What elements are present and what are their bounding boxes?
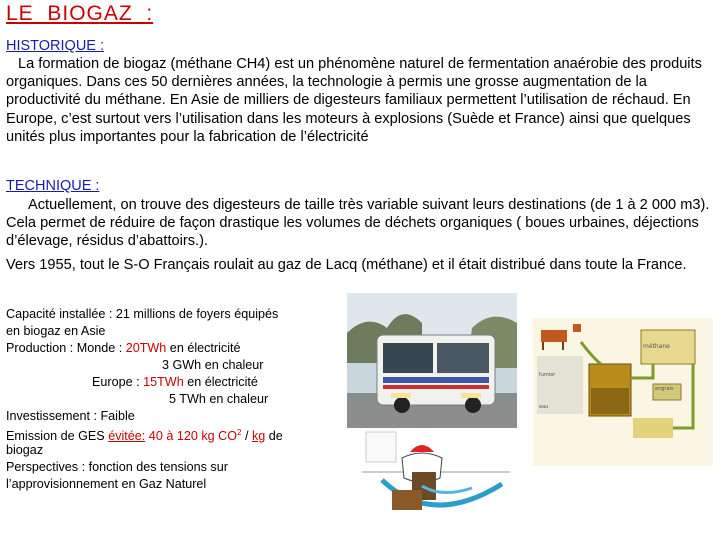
technique-paragraph-2: Vers 1955, tout le S-O Français roulait au gaz de Lacq (méthane) et il était distribué dans toute la France. — [6, 257, 687, 273]
emission-unit: kg — [251, 429, 266, 444]
page-title: LE BIOGAZ : — [6, 2, 154, 25]
emission-suffix: de — [265, 429, 283, 444]
stat-capacite-1: Capacité installée : 21 millions de foyers équipés — [6, 307, 279, 321]
europe-label: Europe : — [92, 375, 144, 389]
technique-text-1: Actuellement, on trouve des digesteurs de taille très variable suivant leurs destinations (de 1 à 2 000 m3). Cela permet de réduire de façon drastique les volumes de déchets organiques ( boues urbaines, déjections d’élevage, résidus d’abattoirs.). — [6, 197, 710, 250]
historique-paragraph — [6, 55, 718, 146]
bus-photo — [347, 293, 517, 428]
stat-capacite-2: en biogaz en Asie — [6, 324, 106, 338]
label-methane: méthane — [643, 343, 670, 350]
pit-drawing — [362, 428, 510, 524]
monde-elec-value: 20TWh — [125, 341, 167, 355]
emission-slash: / — [241, 429, 252, 444]
technique-paragraph — [6, 196, 718, 251]
stat-production-europe — [92, 374, 258, 391]
production-label: Production : Monde : — [6, 341, 126, 355]
stat-emission-2: biogaz — [6, 443, 44, 457]
emission-sup: 2 — [237, 428, 242, 437]
stat-emission — [6, 425, 283, 445]
emission-evitee: évitée: — [108, 429, 146, 444]
europe-elec-value: 15TWh — [143, 375, 184, 389]
section-heading-historique: HISTORIQUE : — [6, 38, 105, 54]
biogas-pit-illustration — [362, 428, 510, 524]
emission-value: 40 à 120 kg CO — [145, 429, 238, 444]
label-eau: eau — [539, 404, 549, 410]
stat-perspectives-2: l’approvisionnement en Gaz Naturel — [6, 477, 207, 491]
label-engrais: engrais — [655, 386, 674, 392]
bus-illustration — [347, 293, 517, 428]
stat-europe-chaleur: 5 TWh en chaleur — [169, 392, 269, 406]
stat-production-monde — [6, 340, 241, 357]
digester-illustration — [533, 318, 713, 466]
digester-diagram — [533, 318, 713, 466]
label-fumier: fumier — [539, 372, 556, 378]
europe-elec-suffix: en électricité — [183, 375, 258, 389]
monde-elec-suffix: en électricité — [166, 341, 241, 355]
emission-prefix: Emission de GES — [6, 429, 109, 444]
section-heading-technique: TECHNIQUE : — [6, 178, 100, 194]
stat-monde-chaleur: 3 GWh en chaleur — [162, 358, 264, 372]
stat-investissement: Investissement : Faible — [6, 409, 135, 423]
stat-perspectives-1: Perspectives : fonction des tensions sur — [6, 460, 228, 474]
historique-text: La formation de biogaz (méthane CH4) est un phénomène naturel de fermentation anaérobie des produits organiques. Dans ces 50 dernières années, la technologie à permis une grosse augmentation de la productivité du méthane. En Asie de milliers de digesteurs familiaux permettent l’utilisation de réchaud. En Europe, c’est surtout vers l’utilisation dans les moteurs à explosions (Suède et France) ainsi que quelques unités plus importantes pour la fabrication de l’électricité — [6, 56, 702, 145]
